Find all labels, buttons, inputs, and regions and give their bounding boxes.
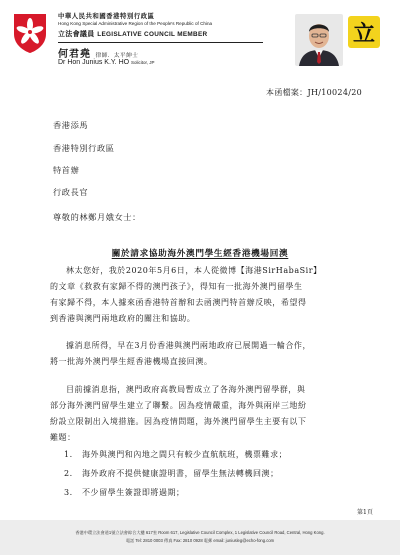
footer-contacts: 電話 Tel: 2810 0003 傳真 Fax: 2810 0928 電郵 email: juniusleg@echo-fong.com xyxy=(125,538,275,543)
party-logo-char: 立 xyxy=(352,20,375,47)
paragraph-line: 據消息所得，早在3月份香港與澳門兩地政府已展開過一輪合作， xyxy=(66,341,312,350)
list-item xyxy=(64,487,185,498)
addressee-line: 香港特別行政區 xyxy=(53,143,115,153)
body-paragraph xyxy=(50,338,353,370)
name-zh: 何君堯 xyxy=(58,49,91,60)
letterhead-footer xyxy=(0,520,400,555)
paragraph-line: 部分海外澳門留學生建立了聯繫。因為疫情嚴重，海外與兩岸三地紛 xyxy=(50,401,307,410)
paragraph-line: 將一批海外澳門學生經香港機場直接回澳。 xyxy=(50,357,213,366)
role-zh: 立法會議員 xyxy=(58,29,95,38)
name-en: Dr Hon Junius K.Y. HO xyxy=(58,59,130,66)
list-item xyxy=(64,468,279,479)
paragraph-line: 目前據消息指，澳門政府高教局暫成立了各海外澳門留學群，與 xyxy=(66,385,306,394)
list-item-text: 海外與澳門和內地之間只有較少直航航班，機票難求； xyxy=(82,450,288,459)
member-name-zh xyxy=(58,45,138,60)
list-item-number: 3. xyxy=(64,488,73,497)
party-logo xyxy=(348,16,380,48)
list-item-number: 2. xyxy=(64,469,73,478)
list-item xyxy=(64,449,287,460)
paragraph-line: 到香港與澳門兩地政府的關注和協助。 xyxy=(50,314,196,323)
member-role xyxy=(58,29,268,39)
addressee-line: 香港添馬 xyxy=(53,120,89,130)
org-name-zh: 中華人民共和國香港特別行政區 xyxy=(58,13,155,20)
letter-subject xyxy=(0,247,400,259)
reference-number: 本函檔案：JH/10024/20 xyxy=(265,88,362,97)
salutation: 尊敬的林鄭月娥女士： xyxy=(53,212,141,222)
hksar-emblem-icon xyxy=(12,12,48,54)
footer-address: 香港中環立法會道1號立法會綜合大樓 617室 Room 617, Legislative Council Complex, 1 Legislative Council Road, Central, Hong Kong. xyxy=(75,530,325,535)
letterhead-divider xyxy=(58,42,263,43)
org-name-en: Hong Kong Special Administrative Region of the People's Republic of China xyxy=(58,21,213,26)
role-en: LEGISLATIVE COUNCIL MEMBER xyxy=(97,31,208,38)
letterhead-text xyxy=(58,11,268,39)
paragraph-line: 難題： xyxy=(50,433,76,442)
name-en-suffix: Solicitor, JP xyxy=(131,60,155,65)
body-paragraph xyxy=(50,263,353,327)
paragraph-line: 林太您好，我於2020年5月6日，本人從微博【海港SirHabaSir】 xyxy=(66,266,322,275)
addressee-line: 特首辦 xyxy=(53,165,80,175)
paragraph-line: 的文章《救救有家歸不得的澳門孩子》，得知有一批海外澳門留學生 xyxy=(50,282,303,291)
addressee-line: 行政長官 xyxy=(53,187,89,197)
paragraph-line: 有家歸不得，本人據來函香港特首辦和去函澳門特首辦反映，希望得 xyxy=(50,298,307,307)
subject-text: 關於請求協助海外澳門學生經香港機場回澳 xyxy=(111,249,289,259)
name-titles-zh: 律師．太平紳士 xyxy=(95,53,139,59)
list-item-number: 1. xyxy=(64,450,73,459)
list-item-text: 海外政府不提供健康證明書，留學生無法轉機回澳； xyxy=(82,469,279,478)
list-item-text: 不少留學生簽證即將過期； xyxy=(82,488,185,497)
member-portrait-photo xyxy=(295,14,343,66)
member-name-en xyxy=(58,59,155,66)
page-number: 第1頁 xyxy=(357,509,373,516)
body-paragraph xyxy=(50,382,353,446)
paragraph-line: 紛設立限制出入境措施。因為疫情問題，海外澳門留學生主要有以下 xyxy=(50,417,307,426)
